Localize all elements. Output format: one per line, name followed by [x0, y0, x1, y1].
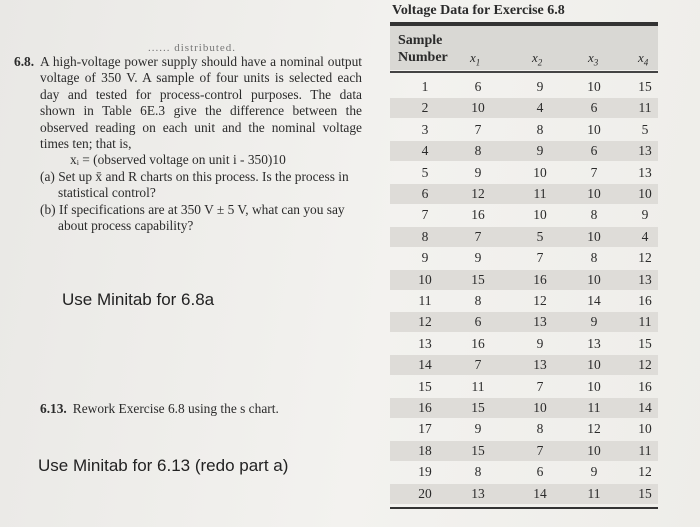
value-cell: 15 [471, 400, 485, 415]
value-cell: 12 [533, 293, 547, 308]
value-cell: 10 [533, 207, 547, 223]
table-title: Voltage Data for Exercise 6.8 [392, 3, 565, 18]
value-cell: 7 [474, 121, 482, 137]
value-cell: 13 [638, 271, 652, 287]
value-cell: 13 [533, 314, 547, 330]
value-cell: 10 [587, 442, 601, 458]
value-cell: 9 [641, 207, 649, 223]
sample-number-cell: 6 [421, 186, 429, 201]
value-cell: 10 [587, 271, 601, 287]
value-cell: 9 [536, 143, 544, 159]
value-cell: 5 [536, 228, 544, 244]
value-cell: 10 [533, 400, 547, 415]
value-cell: 6 [590, 143, 598, 159]
sample-number-cell: 13 [418, 335, 432, 351]
sample-number-cell: 4 [421, 143, 429, 159]
value-cell: 16 [533, 271, 547, 287]
sample-number-cell: 8 [421, 228, 429, 244]
problem-6-8 [14, 54, 362, 234]
value-cell: 10 [587, 378, 601, 394]
problem-6-13 [40, 401, 279, 417]
value-cell: 8 [474, 293, 482, 308]
divider [390, 71, 658, 73]
value-cell: 8 [590, 250, 598, 266]
header-x2: $x_2$ [532, 50, 543, 68]
value-cell: 15 [638, 79, 652, 94]
value-cell: 10 [533, 164, 547, 180]
value-cell: 11 [533, 186, 547, 201]
value-cell: 6 [590, 100, 598, 116]
value-cell: 10 [587, 79, 601, 94]
value-cell: 11 [638, 442, 652, 458]
value-cell: 7 [536, 250, 544, 266]
value-cell: 12 [587, 421, 601, 437]
table-row [390, 163, 658, 183]
table-row [390, 441, 658, 461]
header-sample-number [398, 32, 448, 66]
value-cell: 7 [474, 228, 482, 244]
value-cell: 11 [587, 485, 601, 501]
value-cell: 13 [533, 357, 547, 373]
value-cell: 14 [638, 400, 652, 415]
value-cell: 16 [471, 207, 485, 223]
table-row [390, 462, 658, 482]
note-6-13: Use Minitab for 6.13 (redo part a) [38, 456, 289, 475]
value-cell: 8 [590, 207, 598, 223]
table-row [390, 484, 658, 504]
value-cell: 8 [474, 143, 482, 159]
value-cell: 10 [638, 421, 652, 437]
value-cell: 7 [536, 378, 544, 394]
header-x4: $x_4$ [638, 50, 649, 68]
problem-body: A high-voltage power supply should have a nominal output voltage of 350 V. A sample of four units is selected each day and tested for process-control purposes. The data shown in Table 6E.3 give the difference between the observed reading on each unit and the nominal voltage times ten; that is, [40, 54, 362, 152]
table-row [390, 334, 658, 354]
value-cell: 11 [638, 314, 652, 330]
sample-number-cell: 9 [421, 250, 429, 266]
part-a: (a) Set up x̄ and R charts on this process. Is the process in statistical control? [40, 168, 349, 201]
header-line: Sample [398, 33, 443, 48]
value-cell: 9 [474, 164, 482, 180]
value-cell: 12 [638, 357, 652, 373]
sample-number-cell: 19 [418, 464, 432, 480]
value-cell: 7 [474, 357, 482, 373]
part-b: (b) If specifications are at 350 V ± 5 V, what can you say about process capability? [40, 201, 345, 234]
value-cell: 7 [536, 442, 544, 458]
table-row [390, 291, 658, 311]
value-cell: 10 [471, 100, 485, 116]
table-row [390, 377, 658, 397]
value-cell: 15 [471, 442, 485, 458]
value-cell: 11 [587, 400, 601, 415]
sample-number-cell: 17 [418, 421, 432, 437]
value-cell: 13 [638, 143, 652, 159]
value-cell: 10 [638, 186, 652, 201]
sample-number-cell: 15 [418, 378, 432, 394]
value-cell: 11 [471, 378, 485, 394]
value-cell: 13 [638, 164, 652, 180]
value-cell: 8 [536, 121, 544, 137]
table-row [390, 227, 658, 247]
value-cell: 4 [641, 228, 649, 244]
problem-number: 6.13. [40, 401, 67, 416]
table-row [390, 77, 658, 97]
table-row [390, 184, 658, 204]
value-cell: 9 [474, 250, 482, 266]
value-cell: 8 [536, 421, 544, 437]
value-cell: 16 [471, 335, 485, 351]
header-x3: $x_3$ [588, 50, 599, 68]
value-cell: 9 [474, 421, 482, 437]
value-cell: 10 [587, 228, 601, 244]
value-cell: 8 [474, 464, 482, 480]
sample-number-cell: 12 [418, 314, 432, 330]
table-row [390, 141, 658, 161]
value-cell: 12 [638, 464, 652, 480]
value-cell: 11 [638, 100, 652, 116]
sample-number-cell: 20 [418, 485, 432, 501]
value-cell: 14 [533, 485, 547, 501]
table-row [390, 205, 658, 225]
value-cell: 10 [587, 186, 601, 201]
sample-number-cell: 2 [421, 100, 429, 116]
value-cell: 16 [638, 293, 652, 308]
value-cell: 10 [587, 357, 601, 373]
table-row [390, 355, 658, 375]
value-cell: 6 [536, 464, 544, 480]
cut-off-text: ...... distributed. [148, 42, 237, 54]
value-cell: 14 [587, 293, 601, 308]
value-cell: 9 [590, 464, 598, 480]
table-row [390, 419, 658, 439]
table-row [390, 270, 658, 290]
value-cell: 15 [638, 485, 652, 501]
value-cell: 10 [587, 121, 601, 137]
value-cell: 9 [536, 79, 544, 94]
problem-number: 6.8. [14, 54, 35, 69]
value-cell: 12 [638, 250, 652, 266]
sample-number-cell: 16 [418, 400, 432, 415]
table-row [390, 98, 658, 118]
value-cell: 16 [638, 378, 652, 394]
value-cell: 15 [638, 335, 652, 351]
sample-number-cell: 14 [418, 357, 432, 373]
value-cell: 13 [587, 335, 601, 351]
sample-number-cell: 1 [421, 79, 429, 94]
value-cell: 4 [536, 100, 544, 116]
value-cell: 9 [536, 335, 544, 351]
value-cell: 6 [474, 79, 482, 94]
sample-number-cell: 11 [418, 293, 432, 308]
table-row [390, 398, 658, 418]
sample-number-cell: 5 [421, 164, 429, 180]
value-cell: 9 [590, 314, 598, 330]
value-cell: 5 [641, 121, 649, 137]
table-row [390, 248, 658, 268]
divider [390, 507, 658, 509]
value-cell: 13 [471, 485, 485, 501]
header-x1: $x_1$ [470, 50, 481, 68]
note-6-8: Use Minitab for 6.8a [62, 290, 215, 309]
sample-number-cell: 10 [418, 271, 432, 287]
table-row [390, 120, 658, 140]
sample-number-cell: 3 [421, 121, 429, 137]
value-cell: 15 [471, 271, 485, 287]
header-line: Number [398, 50, 448, 65]
table-row [390, 312, 658, 332]
problem-body: Rework Exercise 6.8 using the s chart. [72, 401, 279, 416]
equation: xᵢ = (observed voltage on unit i - 350)10 [70, 152, 286, 168]
value-cell: 6 [474, 314, 482, 330]
value-cell: 7 [590, 164, 598, 180]
sample-number-cell: 7 [421, 207, 429, 223]
sample-number-cell: 18 [418, 442, 432, 458]
value-cell: 12 [471, 186, 485, 201]
